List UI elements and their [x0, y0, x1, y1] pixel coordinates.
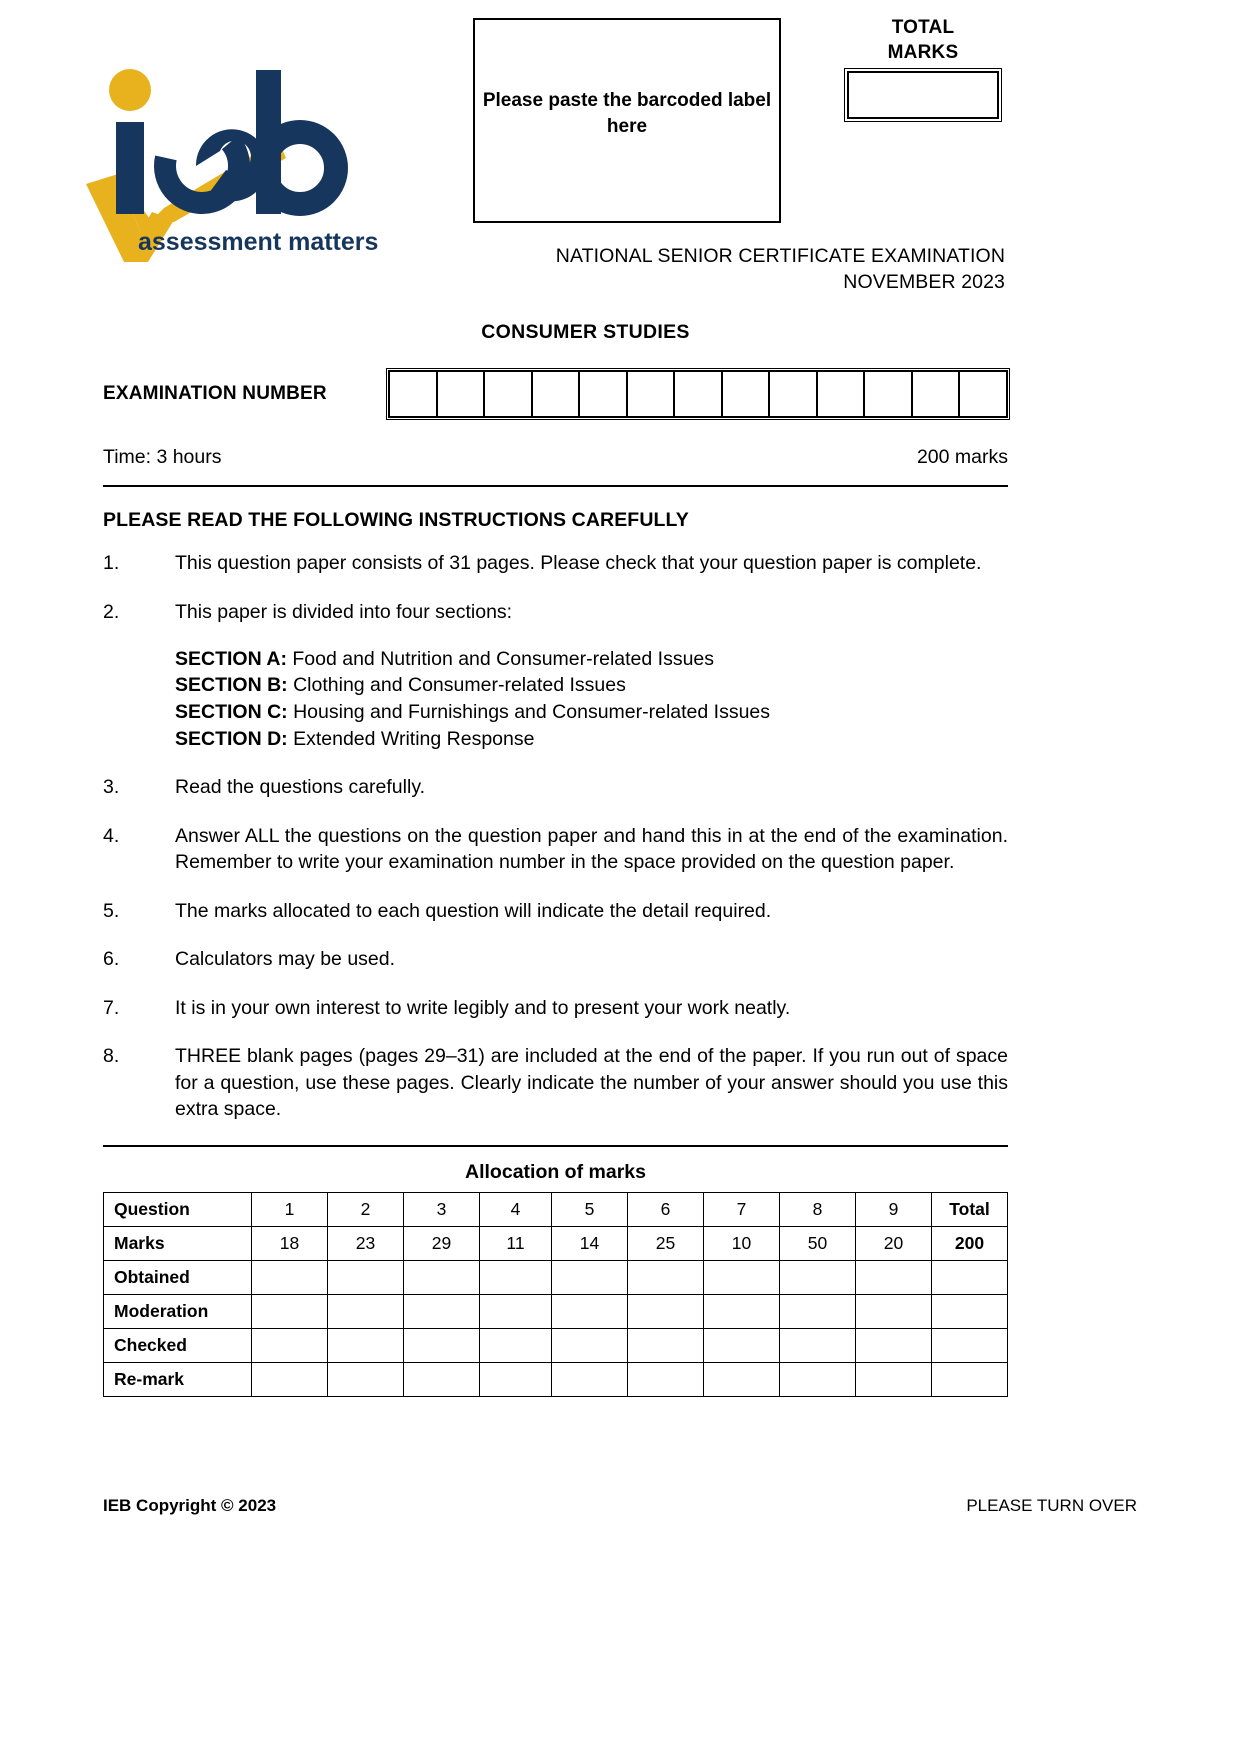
section-c-label: SECTION C:	[175, 700, 288, 723]
barcode-instruction-text: Please paste the barcoded label here	[482, 90, 772, 137]
section-b-line	[175, 672, 1008, 699]
remark-cell[interactable]	[252, 1362, 328, 1396]
moderation-cell[interactable]	[627, 1294, 703, 1328]
obtained-cell[interactable]	[252, 1260, 328, 1294]
obtained-cell[interactable]	[855, 1260, 931, 1294]
question-number-cell: 9	[855, 1192, 931, 1226]
instruction-item-3	[103, 774, 1008, 801]
row-header-question: Question	[104, 1192, 252, 1226]
instruction-text: Read the questions carefully.	[175, 776, 426, 799]
instruction-item-4	[103, 823, 1008, 876]
marks-cell: 50	[779, 1226, 855, 1260]
examination-number-input[interactable]	[388, 370, 1008, 418]
instruction-number: 1.	[103, 552, 120, 575]
moderation-total-cell[interactable]	[932, 1294, 1008, 1328]
instructions-heading: PLEASE READ THE FOLLOWING INSTRUCTIONS CAREFULLY	[103, 509, 689, 532]
marks-cell: 14	[551, 1226, 627, 1260]
instruction-item-5	[103, 898, 1008, 925]
total-column-header: Total	[932, 1192, 1008, 1226]
row-header-remark: Re-mark	[104, 1362, 252, 1396]
instruction-number: 6.	[103, 948, 120, 971]
checked-cell[interactable]	[855, 1328, 931, 1362]
remark-cell[interactable]	[703, 1362, 779, 1396]
instruction-number: 7.	[103, 996, 120, 1019]
moderation-cell[interactable]	[328, 1294, 404, 1328]
exam-number-cell[interactable]	[770, 372, 818, 416]
checked-cell[interactable]	[252, 1328, 328, 1362]
moderation-cell[interactable]	[480, 1294, 552, 1328]
sections-list	[175, 646, 1008, 753]
moderation-cell[interactable]	[404, 1294, 480, 1328]
exam-title-line2: NOVEMBER 2023	[843, 270, 1005, 293]
instruction-number: 2.	[103, 600, 120, 623]
copyright-text: IEB Copyright © 2023	[103, 1496, 277, 1515]
table-row-remark	[104, 1362, 1008, 1396]
section-c-line	[175, 699, 1008, 726]
exam-number-cell[interactable]	[390, 372, 438, 416]
question-number-cell: 8	[779, 1192, 855, 1226]
remark-cell[interactable]	[855, 1362, 931, 1396]
instruction-item-6	[103, 946, 1008, 973]
remark-cell[interactable]	[480, 1362, 552, 1396]
barcode-label-box[interactable]	[473, 18, 781, 223]
marks-cell: 11	[480, 1226, 552, 1260]
checked-cell[interactable]	[404, 1328, 480, 1362]
ieb-logo	[78, 62, 378, 262]
allocation-of-marks-table	[103, 1192, 1008, 1397]
instruction-text: It is in your own interest to write legibly and to present your work neatly.	[175, 996, 791, 1019]
question-number-cell: 7	[703, 1192, 779, 1226]
exam-number-cell[interactable]	[580, 372, 628, 416]
checked-total-cell[interactable]	[932, 1328, 1008, 1362]
question-number-cell: 2	[328, 1192, 404, 1226]
section-d-line	[175, 726, 1008, 753]
table-row-checked	[104, 1328, 1008, 1362]
checked-cell[interactable]	[779, 1328, 855, 1362]
marks-cell: 18	[252, 1226, 328, 1260]
allocation-divider	[103, 1145, 1008, 1147]
exam-number-cell[interactable]	[865, 372, 913, 416]
logo-tagline: assessment matters	[138, 228, 378, 256]
remark-total-cell[interactable]	[932, 1362, 1008, 1396]
obtained-cell[interactable]	[703, 1260, 779, 1294]
total-marks-label	[838, 16, 1008, 65]
moderation-cell[interactable]	[703, 1294, 779, 1328]
obtained-cell[interactable]	[328, 1260, 404, 1294]
exam-number-cell[interactable]	[485, 372, 533, 416]
instruction-item-8	[103, 1043, 1008, 1123]
table-row-marks	[104, 1226, 1008, 1260]
instruction-item-1	[103, 550, 1008, 577]
section-b-label: SECTION B:	[175, 674, 288, 697]
remark-cell[interactable]	[551, 1362, 627, 1396]
total-marks-label-line2: MARKS	[887, 41, 959, 63]
exam-number-cell[interactable]	[723, 372, 771, 416]
section-d-desc: Extended Writing Response	[287, 727, 535, 750]
marks-cell: 23	[328, 1226, 404, 1260]
subject-title: CONSUMER STUDIES	[481, 321, 690, 344]
remark-cell[interactable]	[404, 1362, 480, 1396]
instruction-text-group	[175, 599, 1008, 752]
exam-duration: Time: 3 hours	[103, 446, 222, 469]
obtained-cell[interactable]	[480, 1260, 552, 1294]
total-marks-cell: 200	[932, 1226, 1008, 1260]
row-header-obtained: Obtained	[104, 1260, 252, 1294]
exam-number-cell[interactable]	[675, 372, 723, 416]
row-header-checked: Checked	[104, 1328, 252, 1362]
row-header-moderation: Moderation	[104, 1294, 252, 1328]
instruction-text: The marks allocated to each question will indicate the detail required.	[175, 899, 772, 922]
marks-cell: 20	[855, 1226, 931, 1260]
moderation-cell[interactable]	[855, 1294, 931, 1328]
moderation-cell[interactable]	[551, 1294, 627, 1328]
marks-cell: 29	[404, 1226, 480, 1260]
instruction-number: 8.	[103, 1045, 120, 1068]
instruction-text: This paper is divided into four sections:	[175, 600, 513, 623]
exam-number-cell[interactable]	[960, 372, 1006, 416]
exam-total-marks: 200 marks	[916, 446, 1008, 469]
turn-over-text: PLEASE TURN OVER	[966, 1496, 1137, 1515]
instruction-text: This question paper consists of 31 pages. Please check that your question paper is complete.	[175, 552, 982, 575]
moderation-cell[interactable]	[779, 1294, 855, 1328]
table-row-question	[104, 1192, 1008, 1226]
section-a-desc: Food and Nutrition and Consumer-related Issues	[286, 647, 715, 670]
question-number-cell: 4	[480, 1192, 552, 1226]
section-b-desc: Clothing and Consumer-related Issues	[287, 674, 626, 697]
page-footer	[103, 1496, 1137, 1516]
total-marks-group	[838, 16, 1008, 119]
checked-cell[interactable]	[328, 1328, 404, 1362]
remark-cell[interactable]	[779, 1362, 855, 1396]
remark-cell[interactable]	[328, 1362, 404, 1396]
section-a-line	[175, 646, 1008, 673]
question-number-cell: 1	[252, 1192, 328, 1226]
section-d-label: SECTION D:	[175, 727, 288, 750]
obtained-cell[interactable]	[404, 1260, 480, 1294]
instruction-number: 3.	[103, 776, 120, 799]
section-c-desc: Housing and Furnishings and Consumer-related Issues	[287, 700, 771, 723]
obtained-cell[interactable]	[627, 1260, 703, 1294]
examination-number-label: EXAMINATION NUMBER	[103, 383, 327, 405]
question-number-cell: 3	[404, 1192, 480, 1226]
instruction-number: 5.	[103, 899, 120, 922]
instruction-text: Answer ALL the questions on the question paper and hand this in at the end of the examination. Remember to write your examination number in the space provided on the question paper.	[175, 824, 1008, 874]
exam-number-cell[interactable]	[913, 372, 961, 416]
exam-number-cell[interactable]	[628, 372, 676, 416]
marks-cell: 25	[627, 1226, 703, 1260]
exam-number-cell[interactable]	[533, 372, 581, 416]
instruction-item-7	[103, 995, 1008, 1022]
total-marks-input-box[interactable]	[847, 71, 999, 119]
page-content	[103, 0, 1008, 1397]
checked-cell[interactable]	[627, 1328, 703, 1362]
moderation-cell[interactable]	[252, 1294, 328, 1328]
instruction-item-2	[103, 599, 1008, 752]
allocation-table-title: Allocation of marks	[465, 1160, 646, 1183]
section-a-label: SECTION A:	[175, 647, 287, 670]
examination-number-row	[103, 370, 1008, 418]
exam-number-cell[interactable]	[818, 372, 866, 416]
time-and-marks-row	[103, 446, 1008, 469]
total-marks-label-line1: TOTAL	[891, 17, 955, 38]
table-row-obtained	[104, 1260, 1008, 1294]
checked-cell[interactable]	[703, 1328, 779, 1362]
question-number-cell: 6	[627, 1192, 703, 1226]
obtained-total-cell[interactable]	[932, 1260, 1008, 1294]
question-number-cell: 5	[551, 1192, 627, 1226]
instruction-text: THREE blank pages (pages 29–31) are included at the end of the paper. If you run out of space for a question, use these pages. Clearly indicate the number of your answer should you use this extra space.	[175, 1045, 1008, 1121]
header-divider	[103, 485, 1008, 487]
remark-cell[interactable]	[627, 1362, 703, 1396]
instruction-number: 4.	[103, 824, 120, 847]
marks-cell: 10	[703, 1226, 779, 1260]
instruction-text: Calculators may be used.	[175, 948, 396, 971]
exam-number-cell[interactable]	[438, 372, 486, 416]
table-row-moderation	[104, 1294, 1008, 1328]
instructions-list	[103, 550, 1008, 1122]
obtained-cell[interactable]	[779, 1260, 855, 1294]
row-header-marks: Marks	[104, 1226, 252, 1260]
exam-title-line1: NATIONAL SENIOR CERTIFICATE EXAMINATION	[555, 245, 1005, 267]
obtained-cell[interactable]	[551, 1260, 627, 1294]
checked-cell[interactable]	[551, 1328, 627, 1362]
checked-cell[interactable]	[480, 1328, 552, 1362]
